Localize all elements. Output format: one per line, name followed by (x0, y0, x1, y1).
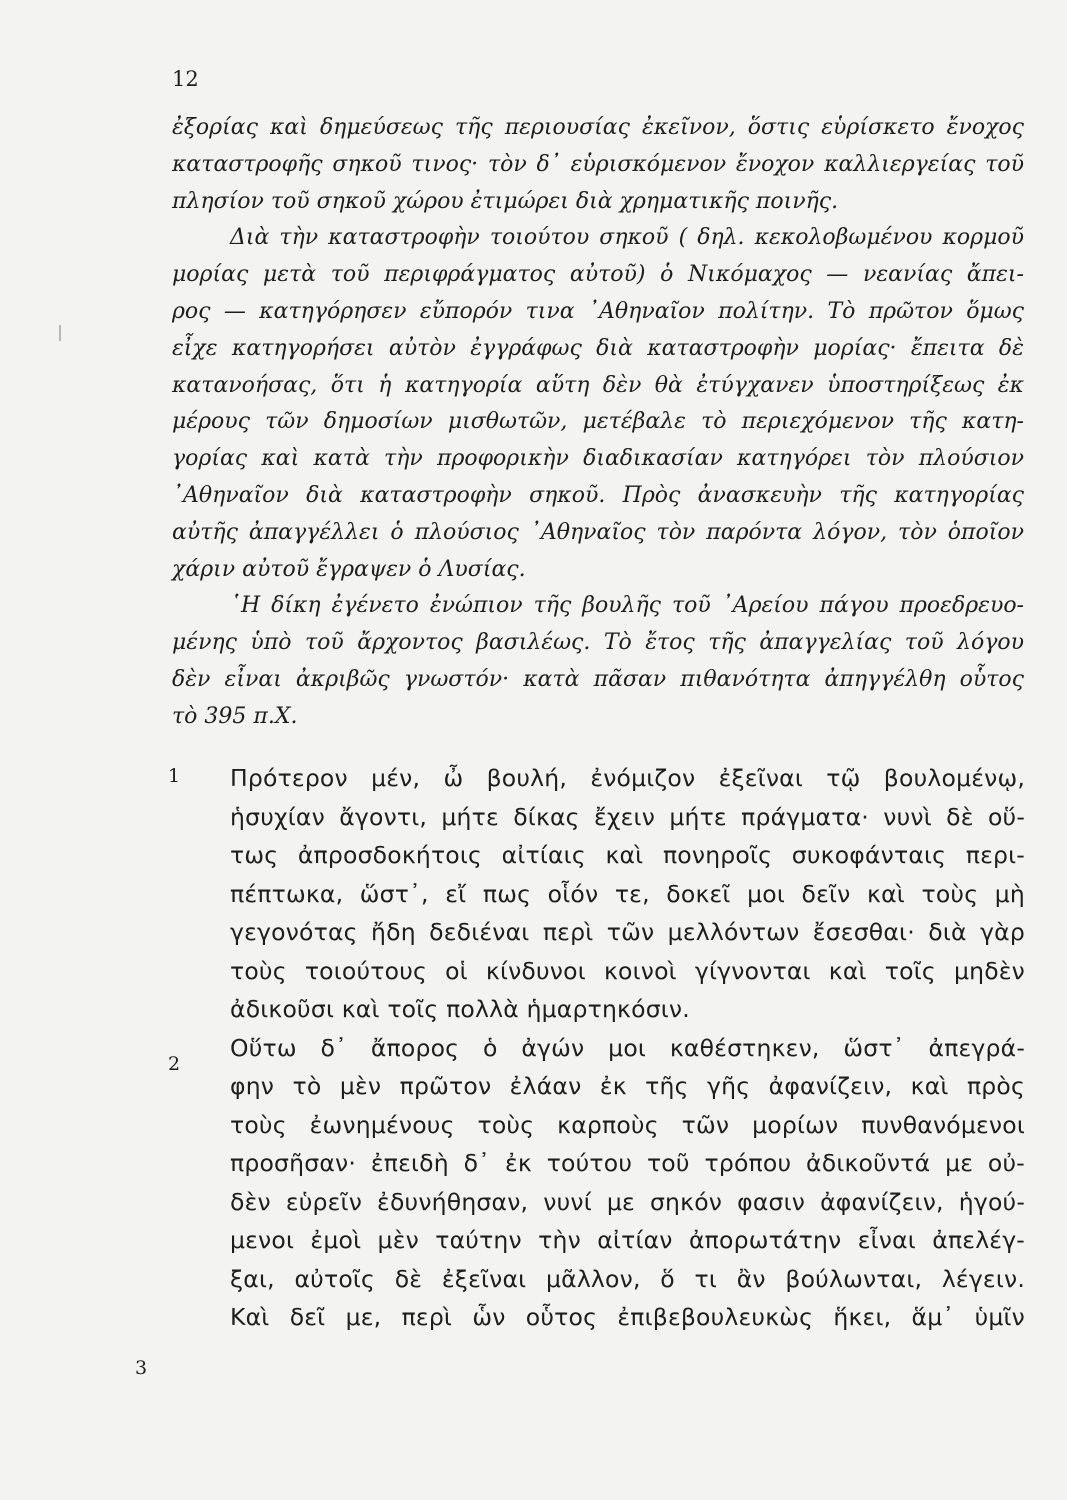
text-line: δὲν εὑρεῖν ἐδυνήθησαν, νυνί με σηκόν φασιν ἀφανίζειν, ἡγού- (230, 1187, 1025, 1216)
text-line: Οὕτω δ᾽ ἄπορος ὁ ἀγών μοι καθέστηκεν, ὥστ᾽ ἀπεγρά- (230, 1033, 1025, 1062)
text-line: μενοι ἐμοὶ μὲν ταύτην τὴν αἰτίαν ἀπορωτάτην εἶναι ἀπελέγ- (230, 1226, 1025, 1254)
text-line: Πρότερον μέν, ὦ βουλή, ἐνόμιζον ἐξεῖναι τῷ βουλομένῳ, (230, 764, 1025, 792)
intro-line: μορίας μετὰ τοῦ περιφράγματος αὐτοῦ) ὁ Νικόμαχος — νεανίας ἄπει- (172, 262, 1024, 288)
text-line: γεγονότας ἤδη δεδιέναι περὶ τῶν μελλόντων ἔσεσθαι· διὰ γὰρ (230, 918, 1025, 946)
text-line: ἀδικοῦσι καὶ τοῖς πολλὰ ἡμαρτηκόσιν. (230, 995, 690, 1023)
text-line: προσῆσαν· ἐπειδὴ δ᾽ ἐκ τούτου τοῦ τρόπου ἀδικοῦντά με οὐ- (230, 1149, 1025, 1177)
intro-line: αὐτῆς ἀπαγγέλλει ὁ πλούσιος ᾿Αθηναῖος τὸν παρόντα λόγον, τὸν ὁποῖον (172, 519, 1024, 545)
intro-line: χάριν αὐτοῦ ἔγραψεν ὁ Λυσίας. (172, 556, 526, 582)
intro-line: ᾿Αθηναῖον διὰ καταστροφὴν σηκοῦ. Πρὸς ἀνασκευὴν τῆς κατηγορίας (172, 482, 1024, 508)
text-line: φην τὸ μὲν πρῶτον ἐλάαν ἐκ τῆς γῆς ἀφανίζειν, καὶ πρὸς (230, 1072, 1025, 1100)
intro-line: ρος — κατηγόρησεν εὔπορόν τινα ᾿Αθηναῖον πολίτην. Τὸ πρῶτον ὅμως (172, 298, 1024, 324)
text-line: τοὺς τοιούτους οἱ κίνδυνοι κοινοὶ γίγνονται καὶ τοῖς μηδὲν (230, 956, 1025, 985)
text-line: πέπτωκα, ὥστ᾽, εἴ πως οἷόν τε, δοκεῖ μοι δεῖν καὶ τοὺς μὴ (230, 879, 1025, 908)
text-line: Καὶ δεῖ με, περὶ ὧν οὗτος ἐπιβεβουλευκὼς ἥκει, ἅμ᾽ ὑμῖν (230, 1303, 1025, 1331)
intro-line: ἐξορίας καὶ δημεύσεως τῆς περιουσίας ἐκεῖνον, ὅστις εὑρίσκετο ἔνοχος (172, 115, 1024, 140)
intro-line: μέρους τῶν δημοσίων μισθωτῶν, μετέβαλε τὸ περιεχόμενον τῆς κατη- (172, 409, 1024, 435)
text-line: ξαι, αὐτοῖς δὲ ἐξεῖναι μᾶλλον, ὅ τι ἂν βούλωνται, λέγειν. (230, 1264, 1025, 1293)
page-number: 12 (172, 67, 199, 91)
intro-line: εἶχε κατηγορήσει αὐτὸν ἐγγράφως διὰ καταστροφὴν μορίας· ἔπειτα δὲ (172, 335, 1024, 361)
scan-mark (59, 325, 61, 341)
intro-line: κατανοήσας, ὅτι ἡ κατηγορία αὕτη δὲν θὰ ἐτύγχανεν ὑποστηρίξεως ἐκ (172, 372, 1024, 398)
intro-line: γορίας καὶ κατὰ τὴν προφορικὴν διαδικασίαν κατηγόρει τὸν πλούσιον (172, 446, 1024, 472)
introduction-paragraph (172, 110, 1024, 736)
section-number-1: 1 (168, 765, 181, 787)
intro-line: ῾Η δίκη ἐγένετο ἐνώπιον τῆς βουλῆς τοῦ ᾿Αρείου πάγου προεδρευο- (230, 593, 1024, 619)
text-line: τοὺς ἐωνημένους τοὺς καρποὺς τῶν μορίων πυνθανόμενοι (230, 1110, 1025, 1139)
section-number-2: 2 (168, 1053, 181, 1075)
text-line: ἡσυχίαν ἄγοντι, μήτε δίκας ἔχειν μήτε πράγματα· νυνὶ δὲ οὕ- (230, 802, 1025, 831)
intro-line: καταστροφῆς σηκοῦ τινος· τὸν δ᾽ εὑρισκόμενον ἔνοχον καλλιεργείας τοῦ (172, 151, 1024, 177)
intro-line: τὸ 395 π.Χ. (172, 703, 298, 729)
greek-text (230, 759, 1025, 1337)
section-number-3: 3 (135, 1357, 148, 1379)
intro-line: πλησίον τοῦ σηκοῦ χώρου ἐτιμώρει διὰ χρηματικῆς ποινῆς. (172, 188, 839, 214)
intro-line: Διὰ τὴν καταστροφὴν τοιούτου σηκοῦ ( δηλ. κεκολοβωμένου κορμοῦ (230, 225, 1024, 251)
intro-line: μένης ὑπὸ τοῦ ἄρχοντος βασιλέως. Τὸ ἔτος τῆς ἀπαγγελίας τοῦ λόγου (172, 630, 1024, 656)
intro-line: δὲν εἶναι ἀκριβῶς γνωστόν· κατὰ πᾶσαν πιθανότητα ἀπηγγέλθη οὗτος (172, 666, 1024, 692)
text-line: τως ἀπροσδοκήτοις αἰτίαις καὶ πονηροῖς συκοφάνταις περι- (230, 841, 1025, 869)
